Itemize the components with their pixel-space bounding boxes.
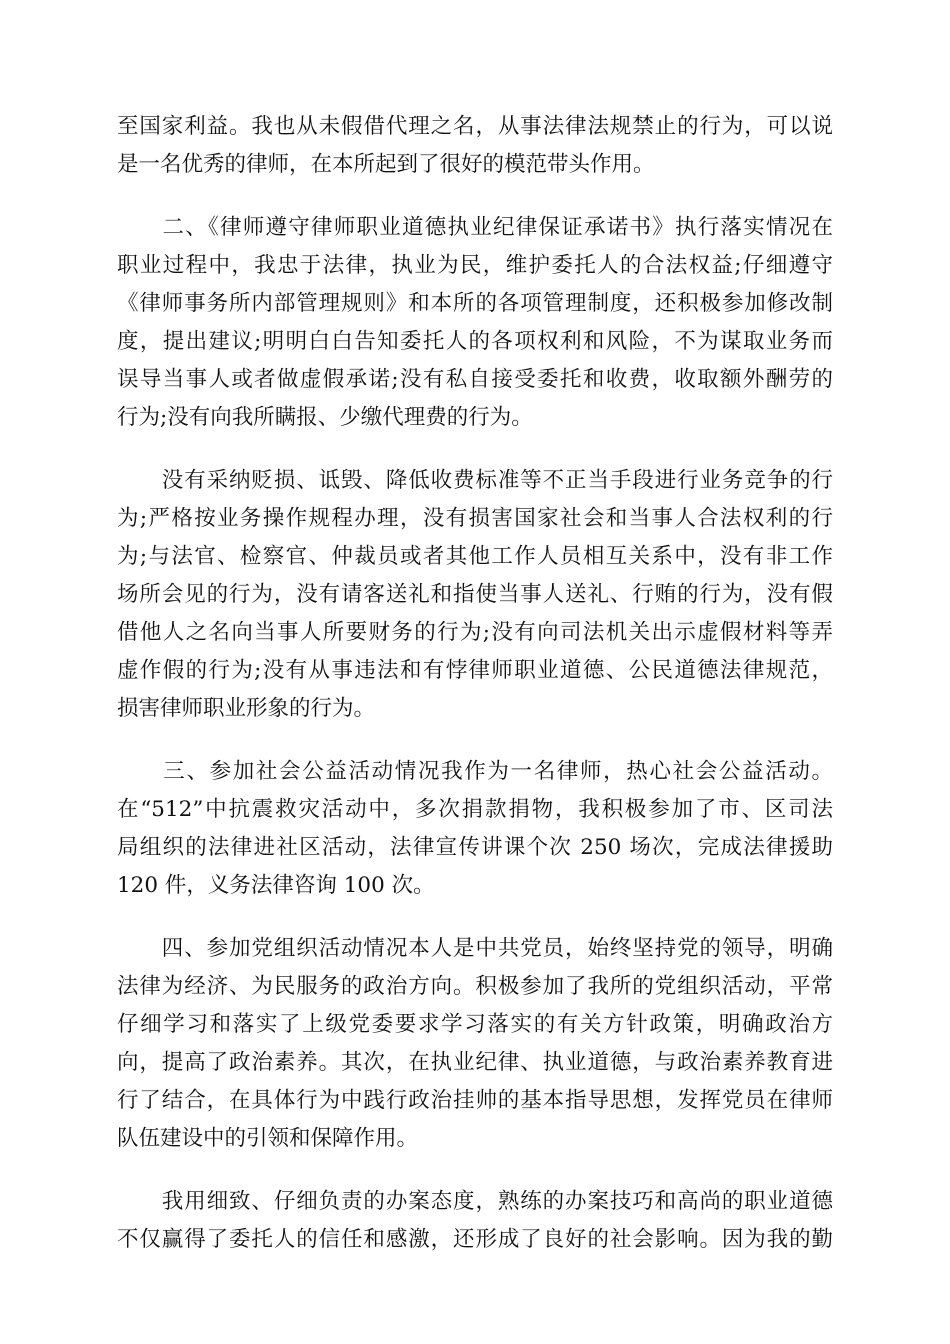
paragraph-3 xyxy=(117,462,833,728)
text-line: 为;严格按业务操作规程办理，没有损害国家社会和当事人合法权利的行 xyxy=(117,506,833,531)
text-line: 《律师事务所内部管理规则》和本所的各项管理制度，还积极参加修改制 xyxy=(117,291,833,316)
text-line: 行为;没有向我所瞒报、少缴代理费的行为。 xyxy=(117,405,533,430)
text-line: 度，提出建议;明明白白告知委托人的各项权利和风险，不为谋取业务而 xyxy=(117,329,833,354)
text-line: 向，提高了政治素养。其次，在执业纪律、执业道德，与政治素养教育进 xyxy=(117,1050,833,1075)
document-body xyxy=(117,108,833,1284)
text-line: 队伍建设中的引领和保障作用。 xyxy=(117,1126,419,1151)
text-line: 至国家利益。我也从未假借代理之名，从事法律法规禁止的行为，可以说 xyxy=(117,114,833,139)
paragraph-1 xyxy=(117,108,833,184)
paragraph-6 xyxy=(117,1183,833,1259)
text-line: 为;与法官、检察官、仲裁员或者其他工作人员相互关系中，没有非工作 xyxy=(117,544,833,569)
text-line: 我用细致、仔细负责的办案态度，熟练的办案技巧和高尚的职业道德 xyxy=(117,1189,833,1214)
text-line: 损害律师职业形象的行为。 xyxy=(117,696,376,721)
paragraph-2 xyxy=(117,209,833,437)
text-line: 是一名优秀的律师，在本所起到了很好的模范带头作用。 xyxy=(117,152,655,177)
text-line: 借他人之名向当事人所要财务的行为;没有向司法机关出示虚假材料等弄 xyxy=(117,620,833,645)
text-line: 行了结合，在具体行为中践行政治挂帅的基本指导思想，发挥党员在律师 xyxy=(117,1088,833,1113)
text-line: 120 件，义务法律咨询 100 次。 xyxy=(117,873,435,898)
text-line: 法律为经济、为民服务的政治方向。积极参加了我所的党组织活动，平常 xyxy=(117,974,833,999)
text-line: 二、《律师遵守律师职业道德执业纪律保证承诺书》执行落实情况在 xyxy=(117,215,833,240)
text-line: 场所会见的行为，没有请客送礼和指使当事人送礼、行贿的行为，没有假 xyxy=(117,582,833,607)
text-line: 误导当事人或者做虚假承诺;没有私自接受委托和收费，收取额外酬劳的 xyxy=(117,367,833,392)
text-line: 没有采纳贬损、诋毁、降低收费标准等不正当手段进行业务竞争的行 xyxy=(117,468,833,493)
text-line: 局组织的法律进社区活动，法律宣传讲课个次 250 场次，完成法律援助 xyxy=(117,835,833,860)
paragraph-5 xyxy=(117,930,833,1158)
text-line: 虚作假的行为;没有从事违法和有悖律师职业道德、公民道德法律规范， xyxy=(117,658,833,683)
text-line: 三、参加社会公益活动情况我作为一名律师，热心社会公益活动。 xyxy=(117,759,833,784)
paragraph-4 xyxy=(117,753,833,905)
text-line: 仔细学习和落实了上级党委要求学习落实的有关方针政策，明确政治方 xyxy=(117,1012,833,1037)
text-line: 四、参加党组织活动情况本人是中共党员，始终坚持党的领导，明确 xyxy=(117,936,833,961)
text-line: 不仅赢得了委托人的信任和感激，还形成了良好的社会影响。因为我的勤 xyxy=(117,1227,833,1252)
text-line: 在“512”中抗震救灾活动中，多次捐款捐物，我积极参加了市、区司法 xyxy=(117,797,833,822)
text-line: 职业过程中，我忠于法律，执业为民，维护委托人的合法权益;仔细遵守 xyxy=(117,253,833,278)
